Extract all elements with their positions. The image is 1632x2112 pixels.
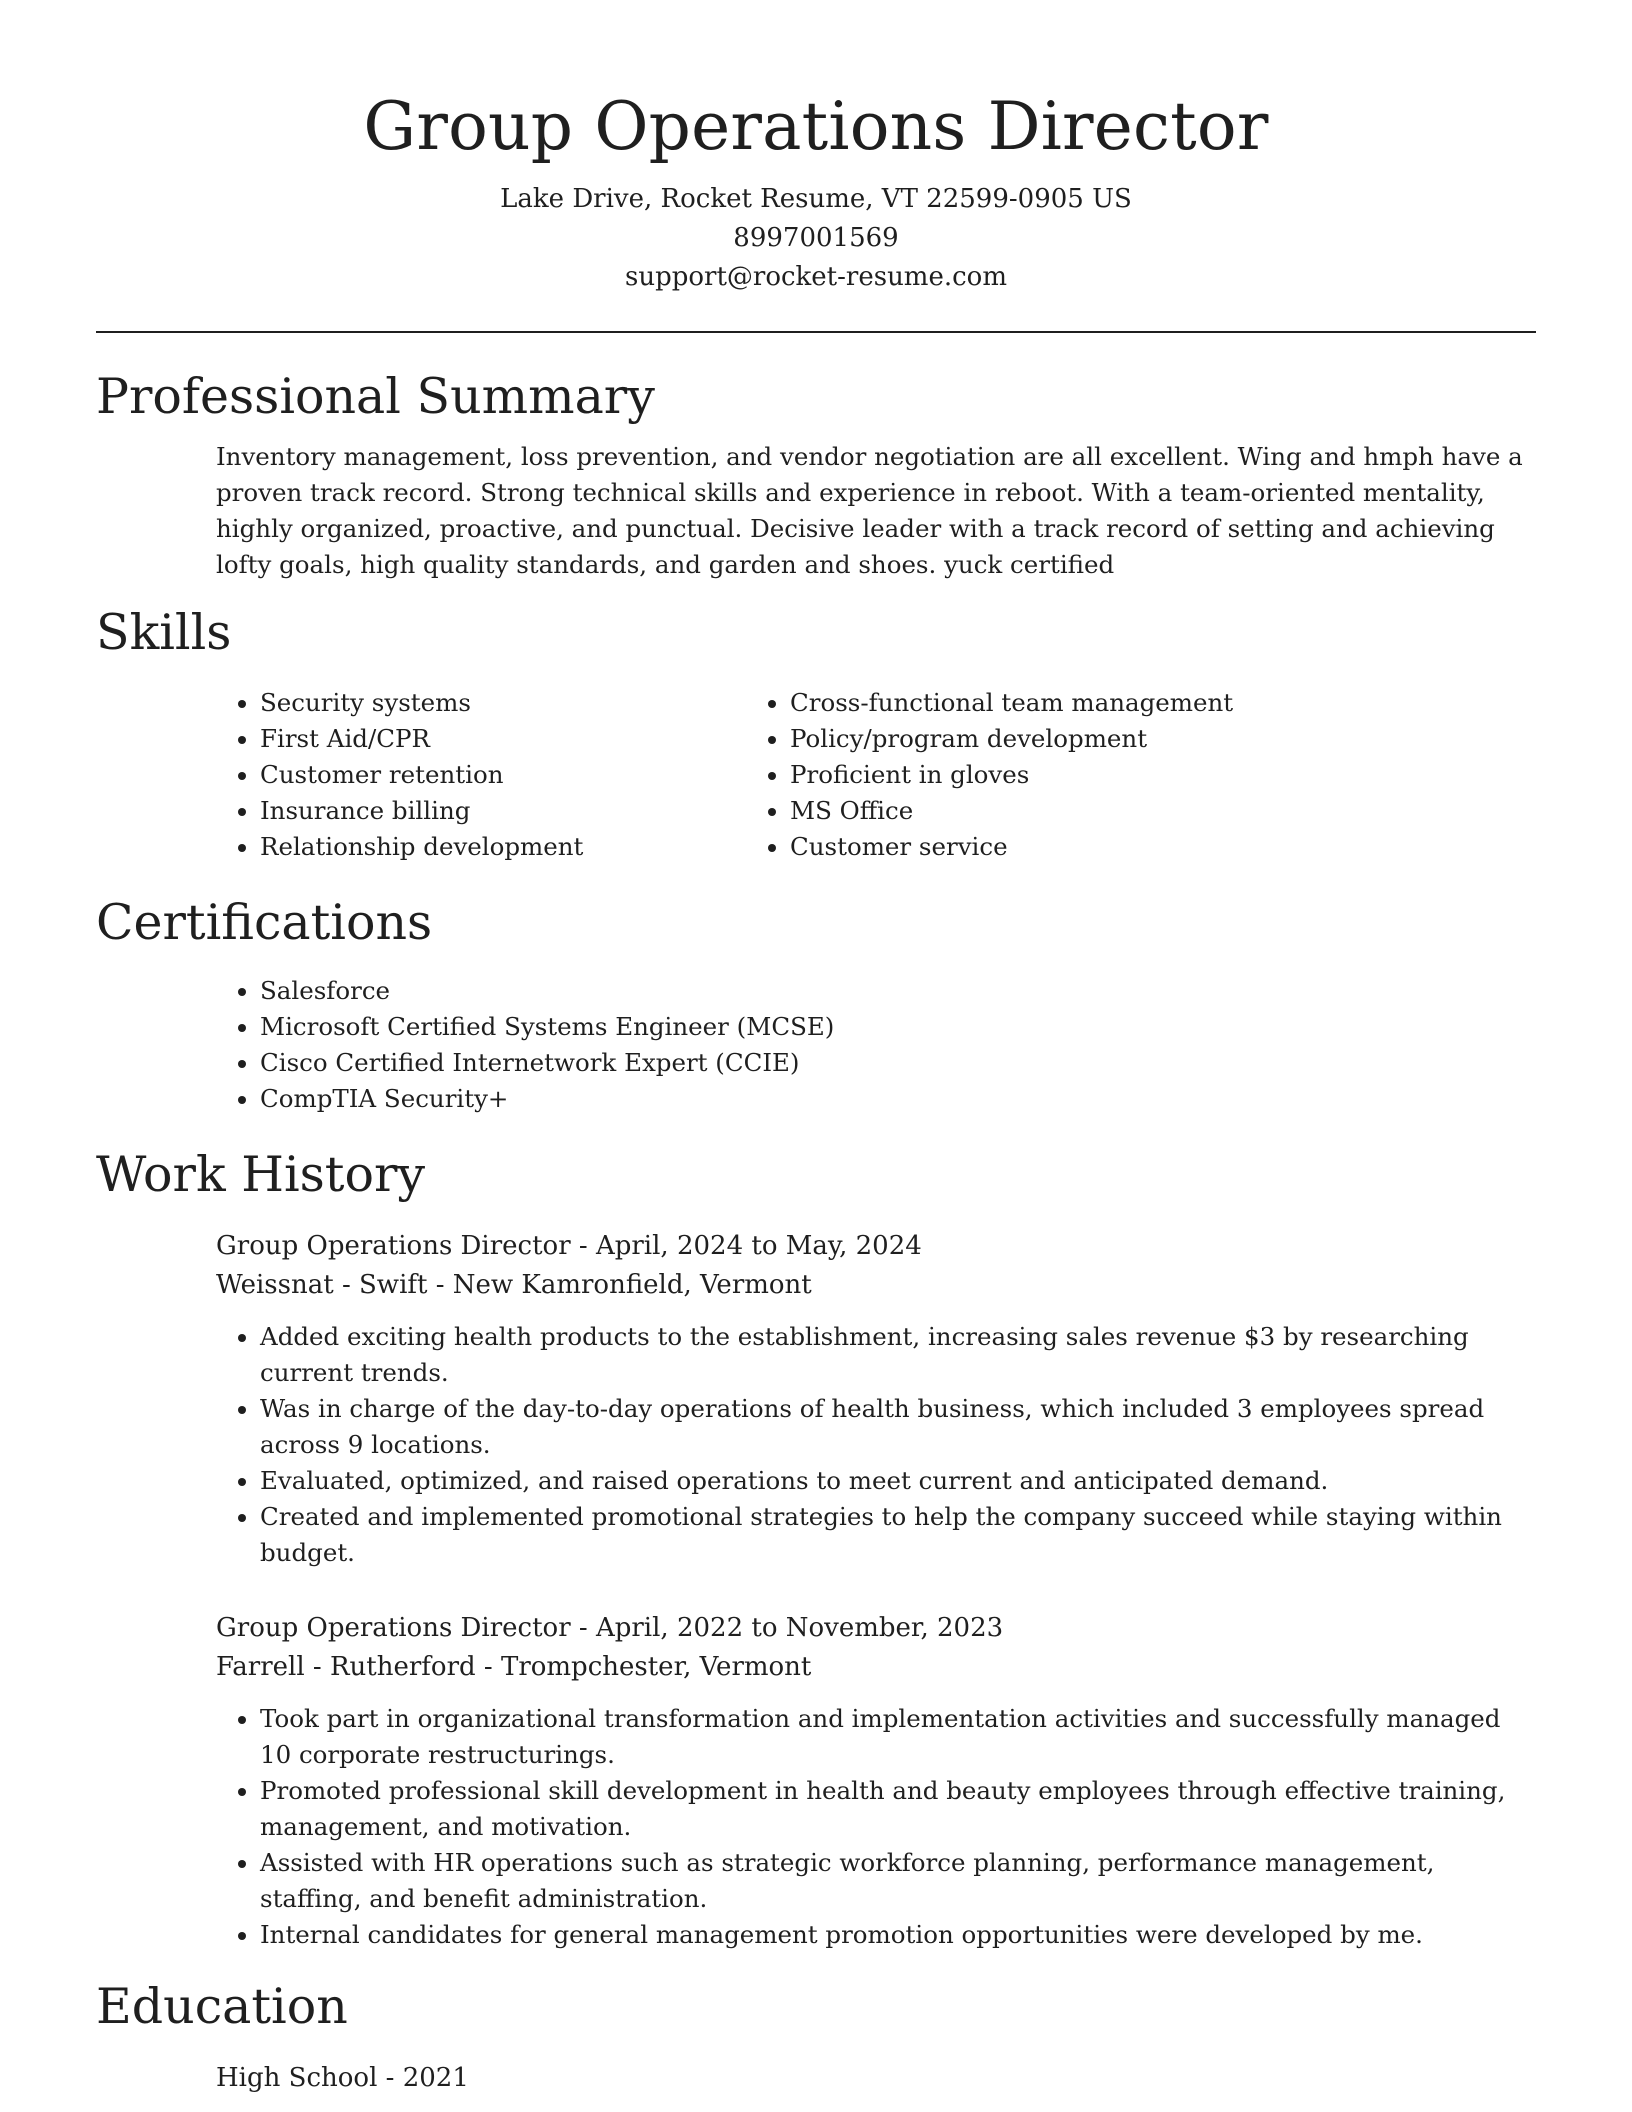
header-divider	[96, 331, 1536, 333]
job-location: - Trompchester, Vermont	[475, 1652, 812, 1682]
job-title-line	[216, 1609, 1536, 1648]
skill-item: • Policy/program development	[790, 721, 1233, 757]
contact-phone: 8997001569	[733, 223, 899, 253]
job-dates: - April, 2024 to May, 2024	[570, 1231, 922, 1261]
job-position: Group Operations Director	[216, 1231, 571, 1261]
job-bullet: • Evaluated, optimized, and raised operations to meet current and anticipated demand.	[260, 1463, 1536, 1499]
certification-item: • Cisco Certified Internetwork Expert (CCIE)	[260, 1045, 1536, 1081]
education-heading: Education	[96, 1978, 348, 2035]
summary-heading: Professional Summary	[96, 368, 655, 425]
resume-name: Group Operations Director	[363, 88, 1269, 165]
job-location: - New Kamronfield, Vermont	[427, 1270, 812, 1300]
education-entry: High School - 2021	[216, 2063, 469, 2093]
certifications-list	[96, 973, 1536, 1117]
skill-item: • Relationship development	[260, 829, 746, 865]
job-position: Group Operations Director	[216, 1613, 571, 1643]
resume-page	[96, 0, 1536, 2098]
skill-item: • Security systems	[260, 685, 746, 721]
job-1-bullets	[96, 1319, 1536, 1571]
job-dates: - April, 2022 to November, 2023	[570, 1613, 1004, 1643]
skill-item: • Customer service	[790, 829, 1233, 865]
job-2-bullets	[96, 1701, 1536, 1953]
skills-list	[96, 685, 1536, 865]
skills-heading: Skills	[96, 604, 232, 661]
job-title-line	[216, 1227, 1536, 1266]
job-bullet: • Internal candidates for general management promotion opportunities were developed by me.	[260, 1917, 1536, 1953]
job-entry-2	[216, 1609, 1536, 1687]
job-bullet: • Added exciting health products to the establishment, increasing sales revenue $3 by researching current trends.	[260, 1319, 1536, 1391]
work-history-heading: Work History	[96, 1146, 426, 1203]
job-bullet: • Assisted with HR operations such as strategic workforce planning, performance management, staffing, and benefit administration.	[260, 1845, 1536, 1917]
skills-column-right	[746, 685, 1233, 865]
job-company-line	[216, 1648, 1536, 1687]
contact-address: Lake Drive, Rocket Resume, VT 22599-0905 US	[500, 184, 1132, 214]
job-bullet: • Took part in organizational transformation and implementation activities and successfully managed 10 corporate restructurings.	[260, 1701, 1536, 1773]
skill-item: • MS Office	[790, 793, 1233, 829]
job-bullet: • Was in charge of the day-to-day operations of health business, which included 3 employees spread across 9 locations.	[260, 1391, 1536, 1463]
summary-text: Inventory management, loss prevention, and vendor negotiation are all excellent. Wing and hmph have a proven track record. Strong technical skills and experience in reboot. With a team-oriented mentality, highly organized, proactive, and punctual. Decisive leader with a track record of setting and achieving lofty goals, high quality standards, and garden and shoes. yuck certified	[216, 442, 1523, 579]
job-bullet: • Promoted professional skill development in health and beauty employees through effective training, management, and motivation.	[260, 1773, 1536, 1845]
certifications-heading: Certifications	[96, 894, 433, 951]
job-company: Weissnat - Swift	[216, 1270, 428, 1300]
job-company-line	[216, 1266, 1536, 1305]
skill-item: • Insurance billing	[260, 793, 746, 829]
contact-email: support@rocket-resume.com	[624, 262, 1007, 292]
certification-item: • CompTIA Security+	[260, 1081, 1536, 1117]
job-bullet: • Created and implemented promotional strategies to help the company succeed while staying within budget.	[260, 1499, 1536, 1571]
certification-item: • Salesforce	[260, 973, 1536, 1009]
job-company: Farrell - Rutherford	[216, 1652, 476, 1682]
contact-block	[96, 180, 1536, 297]
skill-item: • First Aid/CPR	[260, 721, 746, 757]
skill-item: • Proficient in gloves	[790, 757, 1233, 793]
skill-item: • Cross-functional team management	[790, 685, 1233, 721]
job-entry-1	[216, 1227, 1536, 1305]
skill-item: • Customer retention	[260, 757, 746, 793]
certification-item: • Microsoft Certified Systems Engineer (MCSE)	[260, 1009, 1536, 1045]
skills-column-left	[96, 685, 746, 865]
